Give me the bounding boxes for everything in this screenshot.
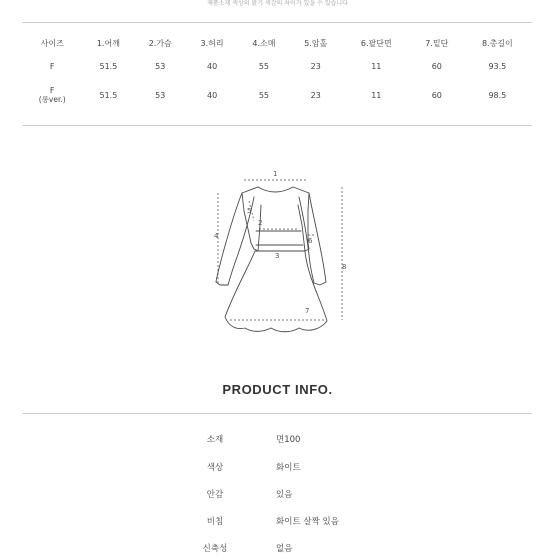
table-cell: 53 <box>155 61 166 71</box>
info-key: 안감 <box>206 490 224 500</box>
info-key: 색상 <box>206 463 224 473</box>
info-key: 비침 <box>206 517 224 527</box>
row-size-label: F <box>49 86 55 95</box>
header-size: 사이즈 <box>40 38 64 48</box>
table-cell: 11 <box>371 90 382 100</box>
size-table-header-row <box>22 34 532 52</box>
table-cell: 98.5 <box>488 90 507 100</box>
header-sleeve: 4.소매 <box>252 38 276 48</box>
label-1: 1 <box>273 170 278 178</box>
table-row <box>22 52 532 80</box>
top-note: 제품소재 색상의 밝기 색감의 차이가 있을 수 있습니다 <box>207 0 348 7</box>
table-cell: 55 <box>258 90 270 100</box>
header-waist: 3.허리 <box>200 38 224 48</box>
table-cell: 40 <box>206 90 218 100</box>
info-divider <box>22 413 532 414</box>
table-row <box>22 80 532 110</box>
table-cell: 60 <box>431 61 442 71</box>
table-cell: 51.5 <box>99 61 118 71</box>
table-top-divider <box>22 22 532 23</box>
dress-outline <box>216 187 327 332</box>
measurement-guides <box>218 180 342 320</box>
info-value: 화이트 살짝 있음 <box>276 517 339 527</box>
label-7: 7 <box>305 307 310 315</box>
table-cell: 11 <box>371 61 382 71</box>
table-cell: 40 <box>206 61 218 71</box>
label-6: 6 <box>308 237 313 245</box>
info-value: 화이트 <box>276 463 301 473</box>
header-armhole: 5.암홀 <box>304 38 328 48</box>
row-size <box>22 80 82 110</box>
info-key: 소재 <box>206 435 224 445</box>
row-size: F <box>49 61 55 71</box>
table-cell: 23 <box>310 61 321 71</box>
info-value: 없음 <box>276 544 293 554</box>
dress-measurement-diagram <box>195 165 365 355</box>
table-cell: 60 <box>431 90 442 100</box>
header-sleeve-opening: 6.팔단면 <box>360 38 392 48</box>
label-4: 4 <box>214 232 219 240</box>
size-table <box>22 34 532 110</box>
table-cell: 51.5 <box>99 90 118 100</box>
table-cell: 23 <box>310 90 321 100</box>
table-cell: 93.5 <box>488 61 507 71</box>
product-info-title: PRODUCT INFO. <box>222 382 333 397</box>
table-cell: 55 <box>258 61 270 71</box>
label-5: 5 <box>247 207 252 215</box>
label-8: 8 <box>342 263 347 271</box>
info-value: 면100 <box>276 435 301 445</box>
header-total-length: 8.총길이 <box>481 38 513 48</box>
header-shoulder: 1.어깨 <box>96 38 120 48</box>
header-hem: 7.밑단 <box>425 38 449 48</box>
label-2: 2 <box>258 219 263 227</box>
info-value: 있음 <box>276 490 293 500</box>
row-size-note: (롱ver.) <box>38 95 66 104</box>
info-key: 신축성 <box>202 544 228 554</box>
table-cell: 53 <box>155 90 166 100</box>
table-bottom-divider <box>22 125 532 126</box>
label-3: 3 <box>275 252 280 260</box>
header-chest: 2.가슴 <box>148 38 172 48</box>
